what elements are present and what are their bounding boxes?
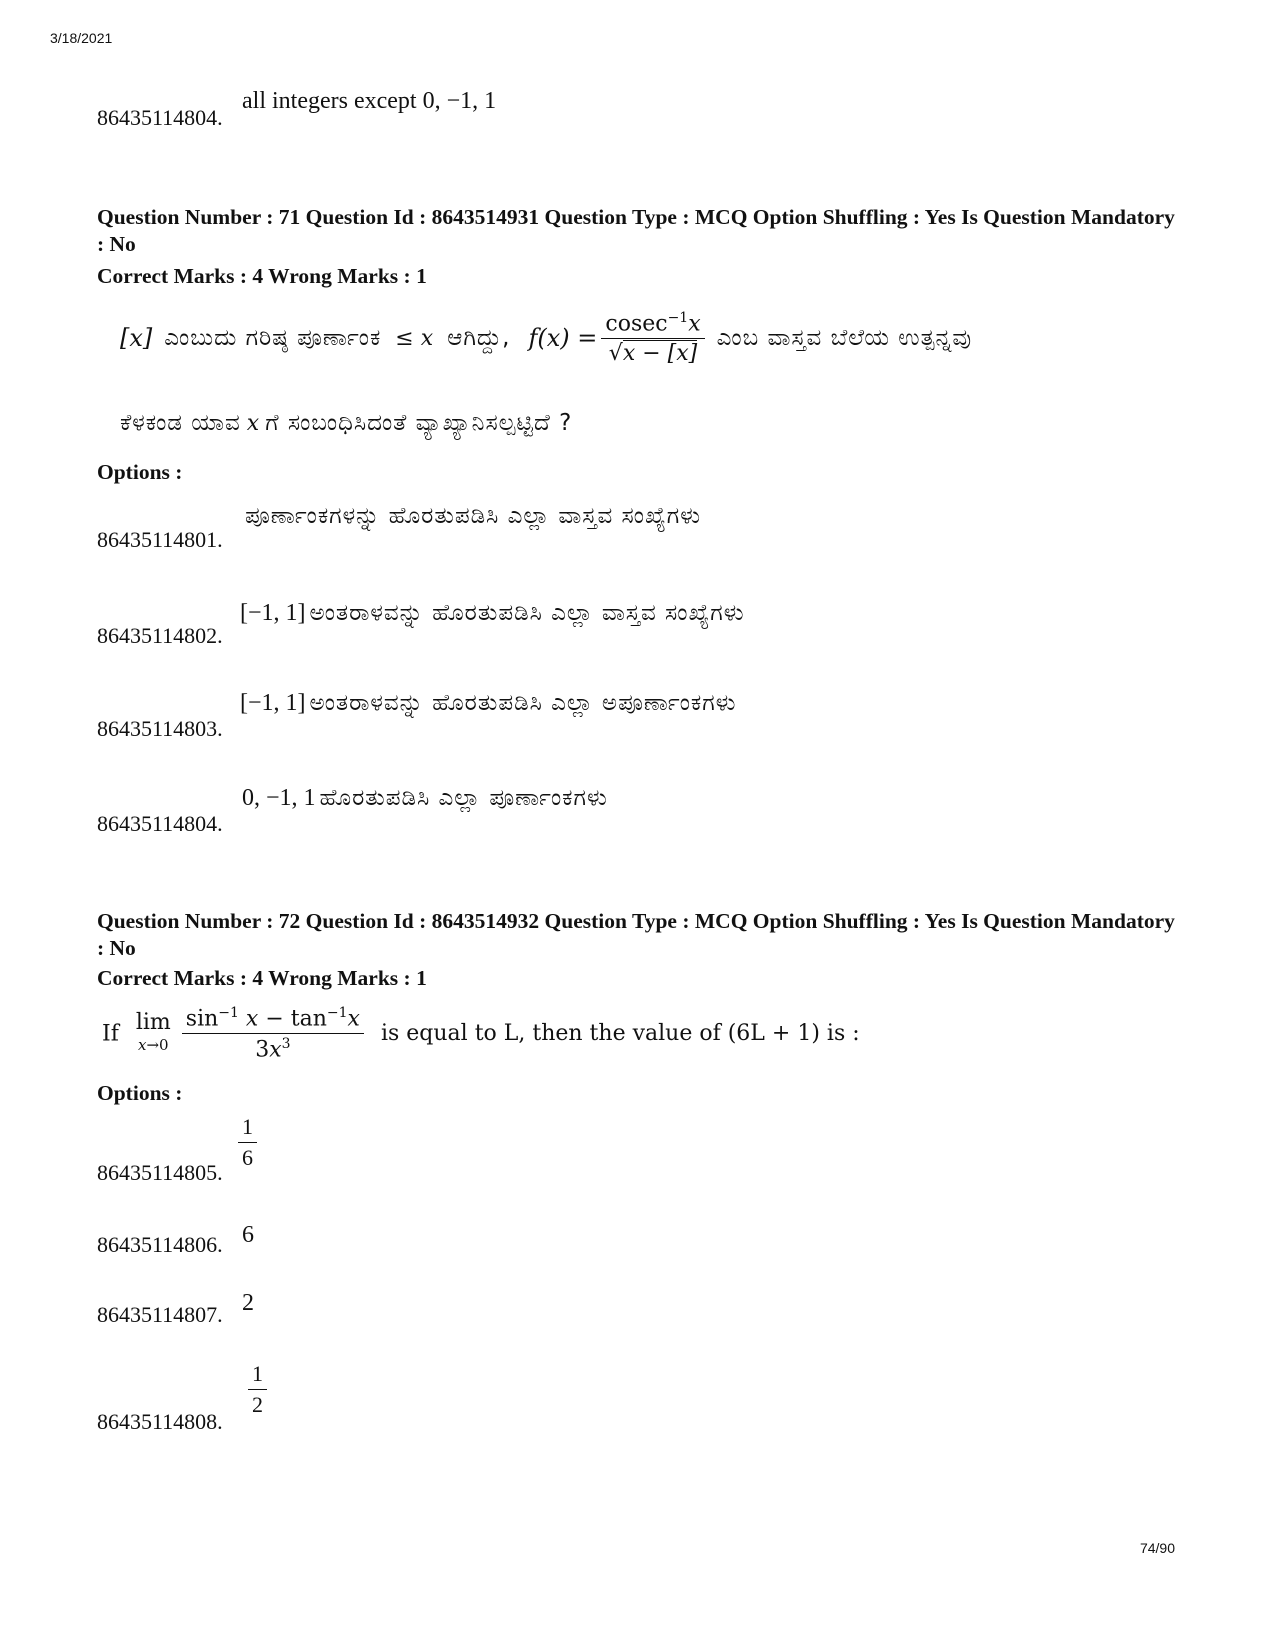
- fraction-denominator: 6: [242, 1145, 253, 1170]
- option-id: 86435114805.: [97, 1160, 223, 1185]
- option-fraction: [248, 1361, 267, 1418]
- function-fraction: $\frac{cosec^{-1}x}{√x - [x]}$: [601, 310, 704, 366]
- option-text: 6: [242, 1222, 254, 1248]
- limit-fraction: $\frac{\sin^{-1} x - \tan^{-1}x}{3x^3}$: [182, 1005, 364, 1063]
- fraction-numerator: 1: [248, 1361, 267, 1390]
- option-math: [−1, 1]: [240, 690, 306, 716]
- stem-text-part2: ಆಗಿದ್ದು,: [447, 325, 511, 352]
- option-id: 86435114802.: [97, 623, 223, 648]
- stem-text-part1: ಎಂಬುದು ಗರಿಷ್ಠ ಪೂರ್ಣಾಂಕ: [164, 325, 382, 352]
- stem-text-part3: ಎಂಬ ವಾಸ್ತವ ಬೆಲೆಯ ಉತ್ಪನ್ನವು: [716, 325, 973, 352]
- option-fraction: [238, 1114, 257, 1171]
- option-id: 86435114804.: [97, 811, 223, 836]
- option-math: 0, −1, 1: [242, 785, 316, 811]
- option-text: 2: [242, 1290, 254, 1316]
- limit-operator: lim x→0: [135, 1009, 171, 1054]
- option-id: 86435114807.: [97, 1302, 223, 1327]
- option-text: [240, 600, 745, 627]
- question-71-stem-line1: [120, 310, 1150, 385]
- floor-x-symbol: [x]: [120, 324, 153, 353]
- stem-if: If: [102, 1021, 119, 1047]
- option-kannada: ಹೊರತುಪಡಿಸಿ ಎಲ್ಲಾ ಪೂರ್ಣಾಂಕಗಳು: [319, 785, 608, 811]
- option-math: [−1, 1]: [240, 600, 306, 626]
- print-date: 3/18/2021: [50, 30, 113, 46]
- stem-text-part4: ಕೆಳಕಂಡ ಯಾವ: [120, 410, 241, 436]
- options-label: Options :: [97, 460, 183, 484]
- stem-text-part5: ಗೆ ಸಂಬಂಧಿಸಿದಂತೆ ವ್ಯಾಖ್ಯಾನಿಸಲ್ಪಟ್ಟಿದೆ ?: [265, 410, 573, 436]
- option-id: 86435114801.: [97, 527, 223, 552]
- option-id: 86435114803.: [97, 716, 223, 741]
- option-text: [240, 690, 737, 717]
- option-text: ಪೂರ್ಣಾಂಕಗಳನ್ನು ಹೊರತುಪಡಿಸಿ ಎಲ್ಲಾ ವಾಸ್ತವ ಸಂಖ್ಯೆಗಳು: [245, 503, 702, 529]
- option-text: [242, 785, 608, 812]
- question-72-marks: Correct Marks : 4 Wrong Marks : 1: [97, 966, 427, 990]
- option-kannada: ಅಂತರಾಳವನ್ನು ಹೊರತುಪಡಿಸಿ ಎಲ್ಲಾ ಅಪೂರ್ಣಾಂಕಗಳು: [309, 690, 737, 716]
- question-71-header: Question Number : 71 Question Id : 8643514931 Question Type : MCQ Option Shuffling : Yes Is Question Mandatory : No: [97, 205, 1175, 256]
- fraction-denominator: 2: [252, 1392, 263, 1417]
- function-fx: f(x) =: [528, 324, 598, 353]
- option-text: all integers except 0, −1, 1: [242, 88, 497, 114]
- option-id: 86435114808.: [97, 1409, 223, 1434]
- question-71-stem-line2: [120, 410, 572, 436]
- fraction-numerator: 1: [238, 1114, 257, 1143]
- leq-x-symbol: ≤ x: [395, 325, 434, 351]
- option-id: 86435114804.: [97, 105, 223, 130]
- x-variable: x: [246, 411, 260, 436]
- stem-text: is equal to L, then the value of (6L + 1) is :: [380, 1021, 860, 1047]
- option-kannada: ಅಂತರಾಳವನ್ನು ಹೊರತುಪಡಿಸಿ ಎಲ್ಲಾ ವಾಸ್ತವ ಸಂಖ್ಯೆಗಳು: [309, 600, 745, 626]
- question-71-marks: Correct Marks : 4 Wrong Marks : 1: [97, 264, 427, 288]
- question-72-header: Question Number : 72 Question Id : 8643514932 Question Type : MCQ Option Shuffling : Yes Is Question Mandatory : No: [97, 909, 1175, 960]
- options-label: Options :: [97, 1081, 183, 1105]
- page-number: 74/90: [1139, 1540, 1175, 1556]
- question-72-stem: [102, 1005, 860, 1063]
- option-id: 86435114806.: [97, 1232, 223, 1257]
